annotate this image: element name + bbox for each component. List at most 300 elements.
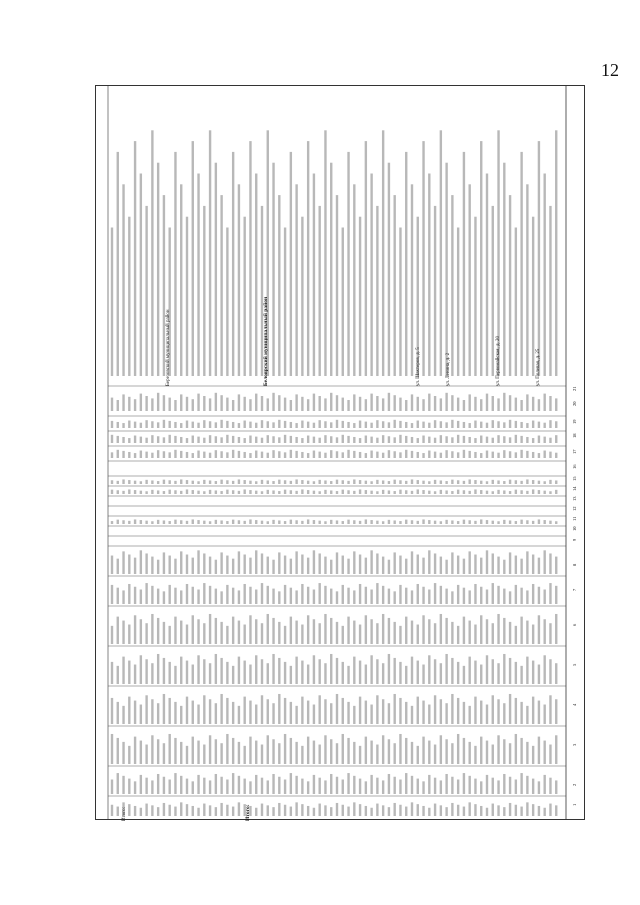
table-cell-placeholder bbox=[353, 657, 355, 684]
table-cell-placeholder bbox=[168, 734, 170, 764]
table-cell-placeholder bbox=[503, 520, 505, 524]
table-cell-placeholder bbox=[342, 398, 344, 411]
table-cell-placeholder bbox=[151, 435, 153, 443]
table-cell-placeholder bbox=[376, 420, 378, 428]
table-cell-placeholder bbox=[238, 479, 240, 484]
table-cell-placeholder bbox=[486, 808, 488, 816]
table-cell-placeholder bbox=[468, 520, 470, 524]
table-cell-placeholder bbox=[209, 490, 211, 494]
table-cell-placeholder bbox=[486, 520, 488, 524]
table-cell-placeholder bbox=[313, 590, 315, 604]
table-cell-placeholder bbox=[267, 614, 269, 644]
table-cell-placeholder bbox=[313, 520, 315, 524]
table-cell-placeholder bbox=[480, 453, 482, 458]
table-cell-placeholder bbox=[272, 618, 274, 644]
table-cell-placeholder bbox=[463, 773, 465, 794]
table-cell-placeholder bbox=[243, 746, 245, 764]
table-cell-placeholder bbox=[347, 152, 349, 376]
table-cell-placeholder bbox=[388, 774, 390, 794]
table-cell-placeholder bbox=[342, 698, 344, 724]
table-cell-placeholder bbox=[220, 480, 222, 484]
table-cell-placeholder bbox=[226, 398, 228, 411]
table-cell-placeholder bbox=[220, 694, 222, 724]
table-cell-placeholder bbox=[163, 743, 165, 764]
table-cell-placeholder bbox=[526, 706, 528, 724]
table-cell-placeholder bbox=[440, 735, 442, 764]
table-cell-placeholder bbox=[445, 163, 447, 376]
table-cell-placeholder bbox=[122, 423, 124, 428]
table-cell-placeholder bbox=[174, 559, 176, 574]
table-cell-placeholder bbox=[272, 490, 274, 494]
table-cell-placeholder bbox=[509, 591, 511, 604]
table-cell-placeholder bbox=[445, 618, 447, 644]
table-cell-placeholder bbox=[174, 738, 176, 764]
table-cell-placeholder bbox=[278, 520, 280, 524]
table-cell-placeholder bbox=[186, 397, 188, 411]
table-cell-placeholder bbox=[549, 659, 551, 684]
table-cell-placeholder bbox=[318, 480, 320, 484]
table-cell-placeholder bbox=[261, 420, 263, 428]
table-cell-placeholder bbox=[370, 451, 372, 458]
table-cell-placeholder bbox=[168, 435, 170, 443]
table-cell-placeholder bbox=[145, 553, 147, 574]
table-cell-placeholder bbox=[359, 480, 361, 484]
table-cell-placeholder bbox=[520, 666, 522, 684]
table-cell-placeholder bbox=[226, 421, 228, 428]
table-cell-placeholder bbox=[492, 745, 494, 764]
table-cell-placeholder bbox=[497, 421, 499, 428]
table-cell-placeholder bbox=[526, 551, 528, 574]
table-cell-placeholder bbox=[215, 490, 217, 494]
table-cell-placeholder bbox=[151, 586, 153, 604]
table-cell-placeholder bbox=[347, 588, 349, 604]
table-cell-placeholder bbox=[186, 480, 188, 484]
table-cell-placeholder bbox=[509, 803, 511, 816]
table-cell-placeholder bbox=[399, 490, 401, 494]
table-cell-placeholder bbox=[128, 421, 130, 428]
table-cell-placeholder bbox=[163, 437, 165, 443]
table-cell-placeholder bbox=[238, 184, 240, 376]
table-cell-placeholder bbox=[376, 695, 378, 724]
table-cell-placeholder bbox=[243, 489, 245, 494]
column-number: 13 bbox=[572, 496, 577, 501]
table-cell-placeholder bbox=[405, 422, 407, 428]
rotated-data-table bbox=[95, 85, 585, 820]
table-cell-placeholder bbox=[157, 807, 159, 816]
table-cell-placeholder bbox=[370, 741, 372, 764]
table-cell-placeholder bbox=[451, 520, 453, 524]
table-cell-placeholder bbox=[457, 398, 459, 411]
table-cell-placeholder bbox=[388, 450, 390, 458]
table-cell-placeholder bbox=[220, 743, 222, 764]
table-cell-placeholder bbox=[393, 694, 395, 724]
table-cell-placeholder bbox=[365, 519, 367, 524]
table-cell-placeholder bbox=[365, 436, 367, 443]
table-cell-placeholder bbox=[267, 521, 269, 524]
table-cell-placeholder bbox=[492, 583, 494, 604]
table-cell-placeholder bbox=[388, 739, 390, 764]
table-cell-placeholder bbox=[393, 552, 395, 574]
table-cell-placeholder bbox=[405, 807, 407, 816]
table-cell-placeholder bbox=[457, 490, 459, 494]
table-cell-placeholder bbox=[422, 558, 424, 574]
table-cell-placeholder bbox=[393, 743, 395, 764]
table-cell-placeholder bbox=[538, 737, 540, 764]
table-cell-placeholder bbox=[128, 397, 130, 411]
table-cell-placeholder bbox=[122, 551, 124, 574]
address-label: ул. Ленина, д. 2 bbox=[446, 352, 451, 386]
table-cell-placeholder bbox=[255, 174, 257, 377]
table-cell-placeholder bbox=[342, 435, 344, 443]
table-cell-placeholder bbox=[128, 217, 130, 376]
table-cell-placeholder bbox=[463, 450, 465, 458]
table-cell-placeholder bbox=[376, 804, 378, 816]
table-cell-placeholder bbox=[497, 557, 499, 574]
table-cell-placeholder bbox=[445, 393, 447, 411]
table-cell-placeholder bbox=[543, 491, 545, 494]
table-cell-placeholder bbox=[359, 521, 361, 524]
table-cell-placeholder bbox=[192, 453, 194, 458]
table-cell-placeholder bbox=[376, 583, 378, 604]
table-cell-placeholder bbox=[186, 489, 188, 494]
table-cell-placeholder bbox=[538, 399, 540, 411]
address-label: ул. Полевая, д. 25 bbox=[536, 348, 541, 386]
table-cell-placeholder bbox=[163, 694, 165, 724]
table-cell-placeholder bbox=[174, 666, 176, 684]
table-cell-placeholder bbox=[399, 556, 401, 574]
table-cell-placeholder bbox=[463, 559, 465, 574]
table-cell-placeholder bbox=[318, 420, 320, 428]
table-cell-placeholder bbox=[117, 702, 119, 724]
table-cell-placeholder bbox=[145, 420, 147, 428]
table-cell-placeholder bbox=[365, 737, 367, 764]
table-cell-placeholder bbox=[128, 779, 130, 794]
table-cell-placeholder bbox=[399, 585, 401, 604]
table-cell-placeholder bbox=[463, 666, 465, 684]
section-heading: Белоярский муниципальный район bbox=[263, 296, 269, 386]
table-cell-placeholder bbox=[463, 436, 465, 443]
table-cell-placeholder bbox=[428, 655, 430, 684]
table-cell-placeholder bbox=[497, 805, 499, 816]
table-cell-placeholder bbox=[503, 654, 505, 684]
table-cell-placeholder bbox=[492, 623, 494, 644]
table-cell-placeholder bbox=[284, 734, 286, 764]
table-cell-placeholder bbox=[318, 778, 320, 794]
table-cell-placeholder bbox=[255, 741, 257, 764]
table-cell-placeholder bbox=[267, 780, 269, 794]
table-cell-placeholder bbox=[549, 480, 551, 484]
table-cell-placeholder bbox=[347, 490, 349, 494]
table-cell-placeholder bbox=[330, 450, 332, 458]
table-cell-placeholder bbox=[538, 481, 540, 484]
table-cell-placeholder bbox=[538, 781, 540, 794]
table-cell-placeholder bbox=[509, 195, 511, 376]
table-cell-placeholder bbox=[497, 586, 499, 604]
table-cell-placeholder bbox=[151, 130, 153, 376]
table-cell-placeholder bbox=[278, 591, 280, 604]
table-cell-placeholder bbox=[503, 163, 505, 376]
table-cell-placeholder bbox=[520, 520, 522, 524]
table-cell-placeholder bbox=[342, 780, 344, 794]
table-cell-placeholder bbox=[186, 697, 188, 724]
table-cell-placeholder bbox=[555, 805, 557, 816]
table-cell-placeholder bbox=[192, 141, 194, 376]
table-cell-placeholder bbox=[295, 706, 297, 724]
table-cell-placeholder bbox=[336, 437, 338, 443]
table-cell-placeholder bbox=[145, 659, 147, 684]
table-cell-placeholder bbox=[411, 437, 413, 443]
table-cell-placeholder bbox=[284, 556, 286, 574]
table-cell-placeholder bbox=[151, 699, 153, 724]
table-cell-placeholder bbox=[353, 802, 355, 816]
table-cell-placeholder bbox=[532, 452, 534, 458]
table-cell-placeholder bbox=[324, 586, 326, 604]
column-number: 12 bbox=[572, 506, 577, 511]
table-cell-placeholder bbox=[451, 777, 453, 794]
table-cell-placeholder bbox=[232, 481, 234, 484]
table-cell-placeholder bbox=[376, 778, 378, 794]
table-cell-placeholder bbox=[238, 776, 240, 794]
table-cell-placeholder bbox=[526, 184, 528, 376]
table-cell-placeholder bbox=[555, 699, 557, 724]
table-cell-placeholder bbox=[474, 779, 476, 794]
table-cell-placeholder bbox=[220, 622, 222, 644]
table-cell-placeholder bbox=[463, 400, 465, 411]
table-cell-placeholder bbox=[255, 481, 257, 484]
table-cell-placeholder bbox=[111, 452, 113, 458]
table-cell-placeholder bbox=[226, 805, 228, 816]
table-cell-placeholder bbox=[359, 661, 361, 684]
table-cell-placeholder bbox=[492, 396, 494, 411]
table-cell-placeholder bbox=[215, 520, 217, 524]
table-cell-placeholder bbox=[318, 521, 320, 524]
table-cell-placeholder bbox=[422, 399, 424, 411]
table-cell-placeholder bbox=[405, 588, 407, 604]
table-cell-placeholder bbox=[388, 654, 390, 684]
table-cell-placeholder bbox=[382, 586, 384, 604]
table-cell-placeholder bbox=[243, 521, 245, 524]
table-cell-placeholder bbox=[399, 805, 401, 816]
table-cell-placeholder bbox=[261, 553, 263, 574]
table-cell-placeholder bbox=[549, 583, 551, 604]
table-cell-placeholder bbox=[301, 397, 303, 411]
table-cell-placeholder bbox=[538, 701, 540, 724]
table-cell-placeholder bbox=[451, 395, 453, 411]
table-cell-placeholder bbox=[399, 435, 401, 443]
table-cell-placeholder bbox=[503, 703, 505, 724]
table-cell-placeholder bbox=[353, 706, 355, 724]
table-cell-placeholder bbox=[434, 206, 436, 376]
table-cell-placeholder bbox=[163, 552, 165, 574]
table-cell-placeholder bbox=[226, 490, 228, 494]
table-cell-placeholder bbox=[301, 555, 303, 575]
table-cell-placeholder bbox=[376, 745, 378, 764]
table-cell-placeholder bbox=[243, 555, 245, 575]
table-cell-placeholder bbox=[226, 521, 228, 524]
table-cell-placeholder bbox=[117, 400, 119, 411]
table-cell-placeholder bbox=[324, 453, 326, 458]
table-cell-placeholder bbox=[336, 195, 338, 376]
table-cell-placeholder bbox=[186, 779, 188, 794]
table-cell-placeholder bbox=[370, 491, 372, 494]
column-number: 18 bbox=[572, 433, 577, 438]
table-cell-placeholder bbox=[209, 735, 211, 764]
table-cell-placeholder bbox=[342, 452, 344, 458]
table-cell-placeholder bbox=[370, 808, 372, 816]
table-cell-placeholder bbox=[203, 745, 205, 764]
table-cell-placeholder bbox=[532, 421, 534, 428]
table-cell-placeholder bbox=[122, 479, 124, 484]
table-cell-placeholder bbox=[388, 807, 390, 816]
table-cell-placeholder bbox=[318, 452, 320, 458]
table-cell-placeholder bbox=[318, 583, 320, 604]
table-cell-placeholder bbox=[220, 420, 222, 428]
table-cell-placeholder bbox=[134, 141, 136, 376]
table-cell-placeholder bbox=[255, 451, 257, 458]
table-cell-placeholder bbox=[399, 698, 401, 724]
table-cell-placeholder bbox=[417, 480, 419, 484]
table-cell-placeholder bbox=[497, 663, 499, 684]
table-cell-placeholder bbox=[278, 195, 280, 376]
table-cell-placeholder bbox=[509, 395, 511, 411]
table-cell-placeholder bbox=[140, 394, 142, 411]
table-cell-placeholder bbox=[503, 450, 505, 458]
table-cell-placeholder bbox=[532, 661, 534, 684]
table-cell-placeholder bbox=[359, 804, 361, 816]
table-cell-placeholder bbox=[232, 738, 234, 764]
table-cell-placeholder bbox=[203, 695, 205, 724]
table-cell-placeholder bbox=[468, 423, 470, 428]
table-cell-placeholder bbox=[261, 396, 263, 411]
table-cell-placeholder bbox=[359, 397, 361, 411]
table-cell-placeholder bbox=[278, 658, 280, 684]
table-cell-placeholder bbox=[342, 521, 344, 524]
table-cell-placeholder bbox=[336, 395, 338, 411]
table-cell-placeholder bbox=[140, 590, 142, 604]
table-cell-placeholder bbox=[457, 521, 459, 524]
table-cell-placeholder bbox=[417, 804, 419, 816]
table-cell-placeholder bbox=[359, 697, 361, 724]
table-cell-placeholder bbox=[555, 557, 557, 574]
table-cell-placeholder bbox=[388, 520, 390, 524]
table-cell-placeholder bbox=[318, 804, 320, 816]
table-cell-placeholder bbox=[434, 396, 436, 411]
table-cell-placeholder bbox=[128, 555, 130, 575]
table-cell-placeholder bbox=[457, 421, 459, 428]
table-cell-placeholder bbox=[393, 658, 395, 684]
table-cell-placeholder bbox=[290, 666, 292, 684]
table-cell-placeholder bbox=[192, 519, 194, 524]
table-cell-placeholder bbox=[313, 451, 315, 458]
table-cell-placeholder bbox=[145, 480, 147, 484]
table-cell-placeholder bbox=[318, 745, 320, 764]
table-cell-placeholder bbox=[336, 591, 338, 604]
table-cell-placeholder bbox=[370, 520, 372, 524]
table-cell-placeholder bbox=[549, 206, 551, 376]
table-cell-placeholder bbox=[520, 588, 522, 604]
table-cell-placeholder bbox=[278, 437, 280, 443]
table-cell-placeholder bbox=[261, 659, 263, 684]
table-cell-placeholder bbox=[428, 491, 430, 494]
table-cell-placeholder bbox=[203, 396, 205, 411]
table-cell-placeholder bbox=[226, 452, 228, 458]
table-cell-placeholder bbox=[301, 625, 303, 644]
table-cell-placeholder bbox=[261, 623, 263, 644]
table-cell-placeholder bbox=[422, 519, 424, 524]
table-cell-placeholder bbox=[388, 436, 390, 443]
table-cell-placeholder bbox=[238, 706, 240, 724]
table-cell-placeholder bbox=[543, 741, 545, 764]
table-cell-placeholder bbox=[411, 394, 413, 411]
table-cell-placeholder bbox=[163, 420, 165, 428]
table-cell-placeholder bbox=[284, 490, 286, 494]
table-cell-placeholder bbox=[434, 583, 436, 604]
table-cell-placeholder bbox=[486, 394, 488, 411]
table-cell-placeholder bbox=[440, 398, 442, 411]
table-cell-placeholder bbox=[382, 805, 384, 816]
table-cell-placeholder bbox=[313, 437, 315, 443]
table-cell-placeholder bbox=[220, 491, 222, 494]
table-cell-placeholder bbox=[526, 479, 528, 484]
table-cell-placeholder bbox=[226, 626, 228, 644]
table-cell-placeholder bbox=[134, 481, 136, 484]
table-cell-placeholder bbox=[330, 589, 332, 604]
table-cell-placeholder bbox=[249, 436, 251, 443]
table-cell-placeholder bbox=[157, 703, 159, 724]
table-cell-placeholder bbox=[180, 742, 182, 764]
table-cell-placeholder bbox=[261, 491, 263, 494]
table-cell-placeholder bbox=[503, 589, 505, 604]
table-cell-placeholder bbox=[307, 615, 309, 644]
table-cell-placeholder bbox=[128, 480, 130, 484]
table-cell-placeholder bbox=[284, 698, 286, 724]
table-cell-placeholder bbox=[209, 480, 211, 484]
table-cell-placeholder bbox=[174, 422, 176, 428]
table-cell-placeholder bbox=[220, 195, 222, 376]
table-cell-placeholder bbox=[168, 521, 170, 524]
table-cell-placeholder bbox=[463, 422, 465, 428]
table-cell-placeholder bbox=[122, 437, 124, 443]
table-cell-placeholder bbox=[463, 702, 465, 724]
table-cell-placeholder bbox=[370, 775, 372, 794]
table-cell-placeholder bbox=[347, 807, 349, 816]
table-cell-placeholder bbox=[445, 703, 447, 724]
table-cell-placeholder bbox=[243, 397, 245, 411]
table-cell-placeholder bbox=[186, 217, 188, 376]
column-number: 2 bbox=[572, 783, 577, 786]
table-cell-placeholder bbox=[434, 623, 436, 644]
table-cell-placeholder bbox=[324, 805, 326, 816]
table-cell-placeholder bbox=[336, 777, 338, 794]
table-cell-placeholder bbox=[140, 451, 142, 458]
table-cell-placeholder bbox=[290, 436, 292, 443]
table-cell-placeholder bbox=[324, 490, 326, 494]
table-cell-placeholder bbox=[186, 625, 188, 644]
table-cell-placeholder bbox=[480, 399, 482, 411]
table-cell-placeholder bbox=[440, 130, 442, 376]
table-cell-placeholder bbox=[474, 397, 476, 411]
table-cell-placeholder bbox=[168, 490, 170, 494]
table-cell-placeholder bbox=[399, 480, 401, 484]
table-cell-placeholder bbox=[417, 661, 419, 684]
table-cell-placeholder bbox=[497, 699, 499, 724]
table-cell-placeholder bbox=[492, 480, 494, 484]
table-cell-placeholder bbox=[342, 490, 344, 494]
table-cell-placeholder bbox=[232, 666, 234, 684]
table-cell-placeholder bbox=[324, 435, 326, 443]
table-cell-placeholder bbox=[405, 666, 407, 684]
table-cell-placeholder bbox=[509, 622, 511, 644]
